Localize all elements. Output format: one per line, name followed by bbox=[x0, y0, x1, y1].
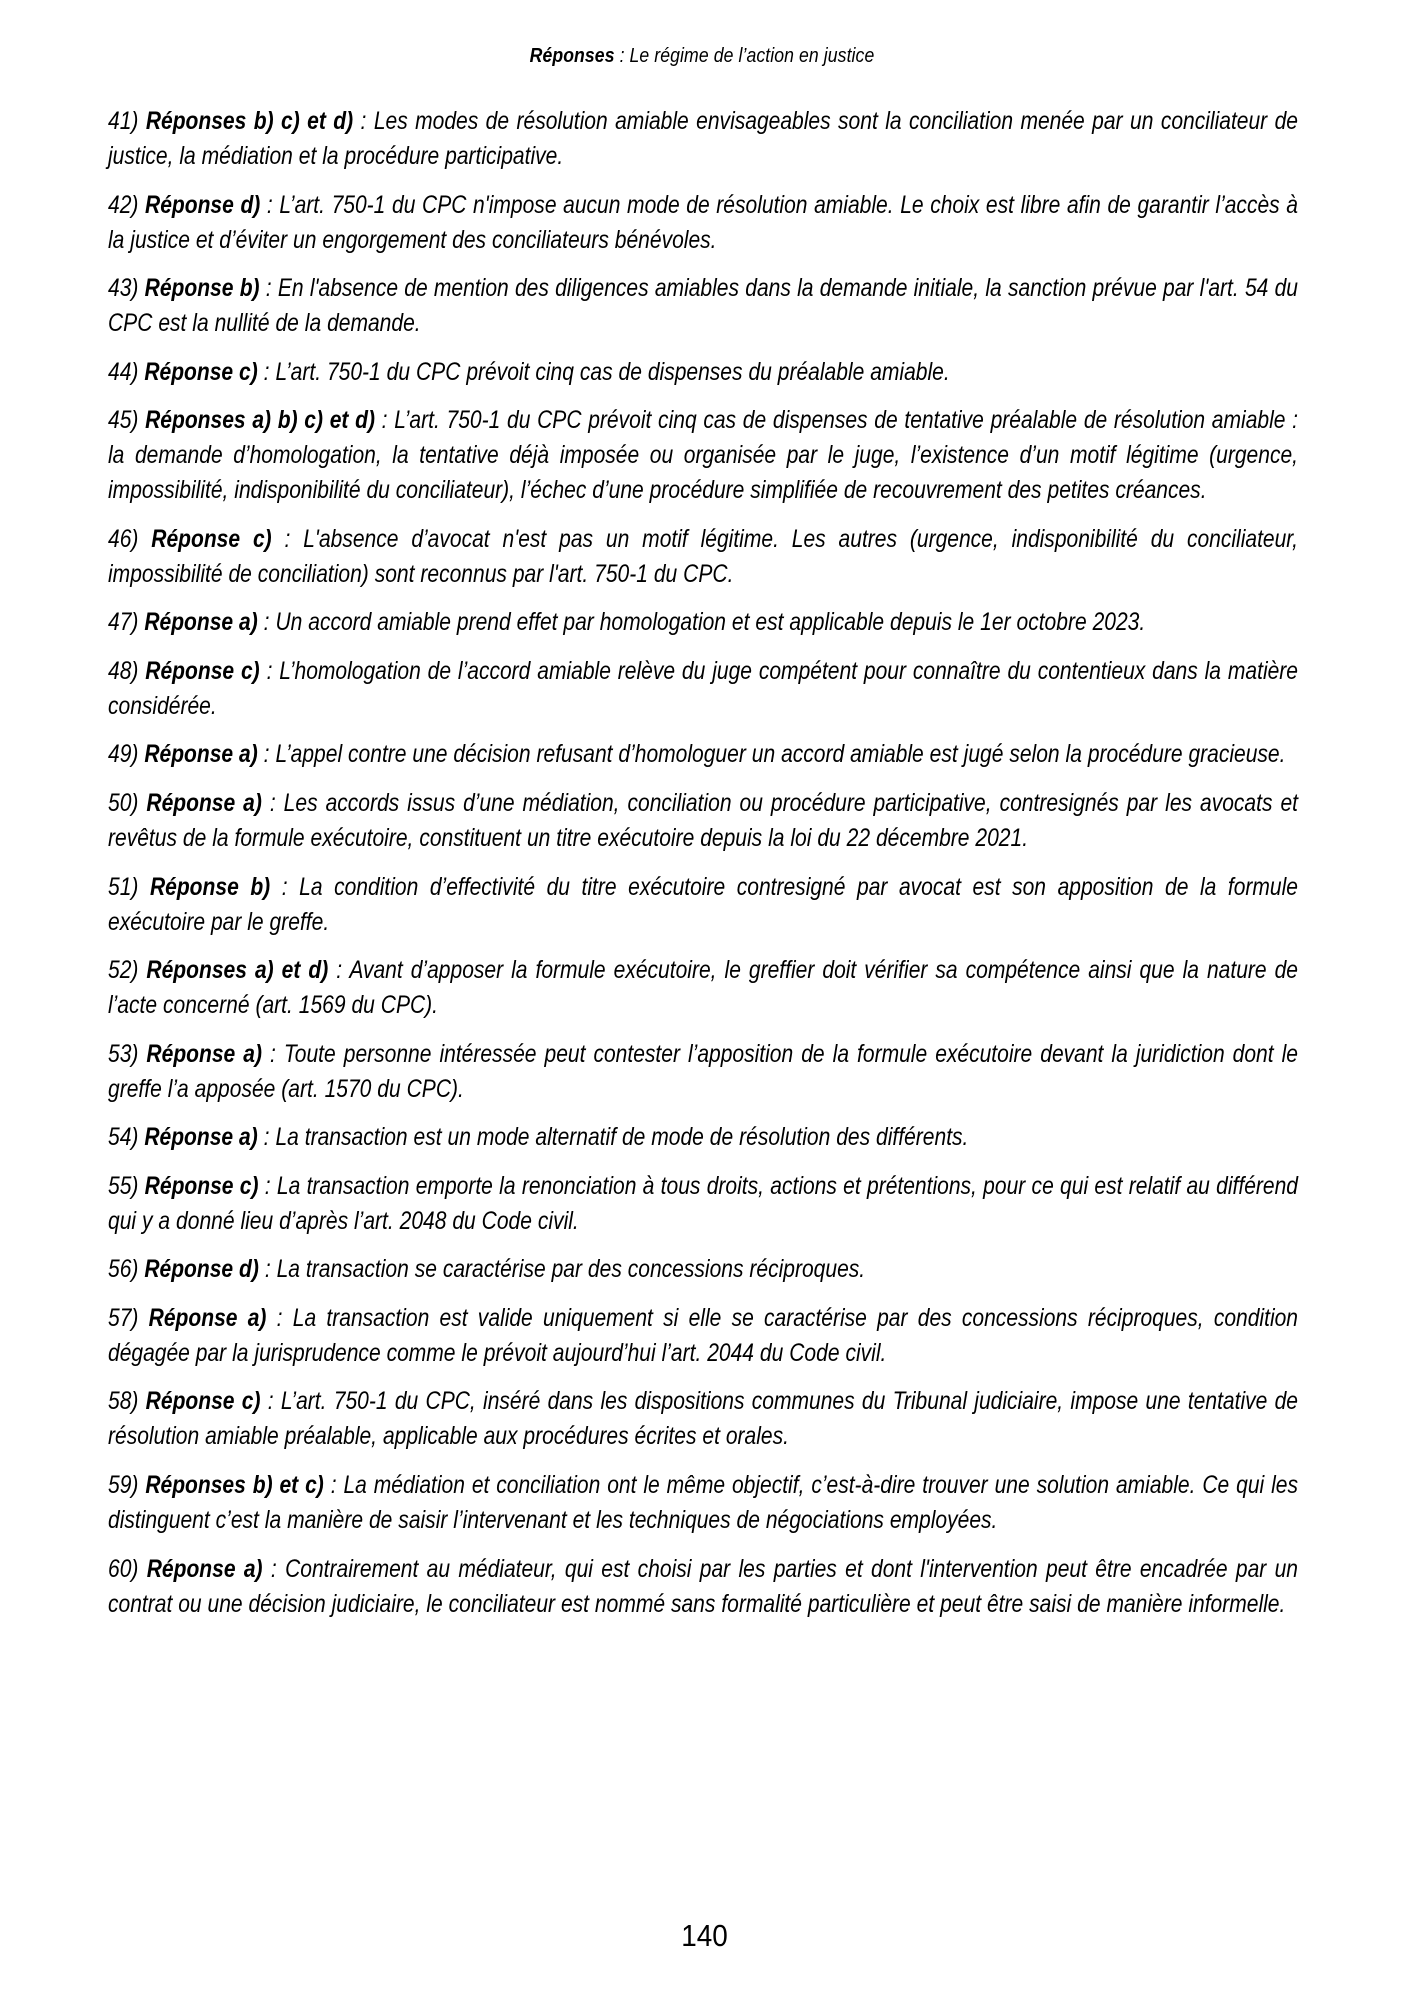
answer-number: 54) bbox=[108, 1124, 139, 1152]
answer-label: Réponse d) bbox=[145, 191, 261, 219]
answer-item bbox=[108, 271, 1298, 341]
answer-text: : La transaction se caractérise par des concessions réciproques. bbox=[258, 1256, 866, 1284]
running-head-title: Réponses bbox=[529, 44, 615, 67]
answer-label: Réponse c) bbox=[145, 657, 260, 685]
answer-label: Réponse a) bbox=[146, 1555, 263, 1583]
answer-label: Réponse a) bbox=[146, 1040, 262, 1068]
answer-label: Réponse a) bbox=[144, 1124, 258, 1152]
answer-label: Réponse c) bbox=[145, 1388, 261, 1416]
answer-text: : L’art. 750-1 du CPC prévoit cinq cas de dispenses de tentative préalable de résolution amiable : la demande d’homologation, la tentative déjà imposée ou organisée par le juge, l’existence d’un motif légitime (urgence, impossibilité, indisponibilité du conciliateur), l’échec d’une procédure simplifiée de recouvrement des petites créances. bbox=[108, 407, 1298, 505]
answer-text: : La condition d’effectivité du titre exécutoire contresigné par avocat est son apposition de la formule exécutoire par le greffe. bbox=[108, 873, 1298, 936]
answer-text: : L’homologation de l’accord amiable relève du juge compétent pour connaître du contentieux dans la matière considérée. bbox=[108, 657, 1299, 720]
answer-number: 51) bbox=[108, 873, 139, 901]
answer-number: 49) bbox=[108, 741, 139, 769]
answer-item bbox=[108, 654, 1298, 724]
answer-item bbox=[108, 1301, 1298, 1371]
answer-number: 47) bbox=[108, 609, 139, 637]
answer-number: 42) bbox=[108, 191, 139, 219]
answer-label: Réponse c) bbox=[144, 358, 258, 386]
answer-text: : En l'absence de mention des diligences amiables dans la demande initiale, la sanction prévue par l'art. 54 du CPC est la nullité de la demande. bbox=[108, 275, 1299, 338]
answer-number: 58) bbox=[108, 1388, 139, 1416]
answer-item bbox=[108, 188, 1298, 258]
answer-label: Réponse a) bbox=[148, 1304, 267, 1332]
answer-item bbox=[108, 355, 1298, 390]
page-number: 140 bbox=[681, 1918, 728, 1953]
running-head bbox=[191, 44, 1213, 69]
answer-text: : L’appel contre une décision refusant d’homologuer un accord amiable est jugé selon la procédure gracieuse. bbox=[257, 741, 1286, 769]
answer-text: : L’art. 750-1 du CPC n'impose aucun mode de résolution amiable. Le choix est libre afin de garantir l’accès à la justice et d’éviter un engorgement des conciliateurs bénévoles. bbox=[108, 191, 1298, 254]
answer-item bbox=[108, 403, 1298, 508]
answer-item bbox=[108, 1252, 1298, 1287]
answer-text: : L’art. 750-1 du CPC prévoit cinq cas de dispenses du préalable amiable. bbox=[257, 358, 950, 386]
answer-label: Réponse a) bbox=[146, 790, 262, 817]
answer-text: : Les modes de résolution amiable envisageables sont la conciliation menée par un conciliateur de justice, la médiation et la procédure participative. bbox=[108, 108, 1298, 171]
answer-number: 59) bbox=[108, 1472, 139, 1499]
answer-label: Réponses a) et d) bbox=[146, 957, 329, 985]
answer-number: 57) bbox=[108, 1304, 139, 1332]
answer-item bbox=[108, 1120, 1298, 1155]
answer-text: : Toute personne intéressée peut contester l’apposition de la formule exécutoire devant la juridiction dont le greffe l’a apposée (art. 1570 du CPC). bbox=[108, 1040, 1298, 1103]
answer-item bbox=[108, 104, 1298, 174]
answer-text: : L’art. 750-1 du CPC, inséré dans les dispositions communes du Tribunal judiciaire, impose une tentative de résolution amiable préalable, applicable aux procédures écrites et orales. bbox=[108, 1388, 1299, 1451]
answer-item bbox=[108, 737, 1298, 772]
answer-label: Réponses b) c) et d) bbox=[145, 108, 354, 135]
answer-label: Réponse c) bbox=[151, 525, 272, 553]
answer-text: : Avant d’apposer la formule exécutoire, le greffier doit vérifier sa compétence ainsi que la nature de l’acte concerné (art. 1569 du CPC). bbox=[108, 957, 1298, 1020]
answer-label: Réponse c) bbox=[144, 1172, 259, 1200]
answer-item bbox=[108, 605, 1298, 640]
answer-number: 45) bbox=[108, 407, 139, 435]
answer-number: 43) bbox=[108, 275, 139, 303]
answer-label: Réponse a) bbox=[144, 741, 258, 769]
answer-label: Réponse a) bbox=[144, 609, 258, 637]
answer-item bbox=[108, 870, 1298, 940]
answer-label: Réponse d) bbox=[144, 1256, 259, 1284]
answer-number: 50) bbox=[108, 790, 139, 817]
answers-list bbox=[108, 104, 1298, 1622]
answer-number: 44) bbox=[108, 358, 139, 386]
answer-number: 52) bbox=[108, 957, 139, 985]
answer-item bbox=[108, 1552, 1298, 1622]
answer-item bbox=[108, 522, 1298, 592]
answer-number: 56) bbox=[108, 1256, 139, 1284]
answer-text: : Un accord amiable prend effet par homologation et est applicable depuis le 1er octobre 2023. bbox=[257, 609, 1146, 637]
answer-number: 55) bbox=[108, 1172, 139, 1200]
answer-item bbox=[108, 1037, 1298, 1107]
answer-text: : Les accords issus d’une médiation, conciliation ou procédure participative, contresignés par les avocats et revêtus de la formule exécutoire, constituent un titre exécutoire depuis la loi du 22 décembre 2021. bbox=[108, 790, 1298, 853]
answer-text: : La transaction emporte la renonciation à tous droits, actions et prétentions, pour ce qui est relatif au différend qui y a donné lieu d’après l’art. 2048 du Code civil. bbox=[108, 1172, 1298, 1235]
answer-number: 46) bbox=[108, 525, 139, 553]
answer-text: : La transaction est un mode alternatif de mode de résolution des différents. bbox=[257, 1124, 969, 1152]
answer-number: 53) bbox=[108, 1040, 139, 1068]
answer-label: Réponses a) b) c) et d) bbox=[145, 407, 375, 435]
answer-text: : La médiation et conciliation ont le même objectif, c’est-à-dire trouver une solution amiable. Ce qui les distinguent c’est la manière de saisir l’intervenant et les techniques de négociations employées. bbox=[108, 1472, 1298, 1535]
answer-text: : L'absence d’avocat n'est pas un motif légitime. Les autres (urgence, indisponibilité du conciliateur, impossibilité de conciliation) sont reconnus par l'art. 750-1 du CPC. bbox=[108, 525, 1298, 588]
answer-number: 48) bbox=[108, 657, 139, 685]
answer-label: Réponse b) bbox=[144, 275, 260, 303]
answer-label: Réponses b) et c) bbox=[145, 1472, 324, 1499]
answer-item bbox=[108, 786, 1298, 856]
answer-number: 60) bbox=[108, 1555, 139, 1583]
running-head-subtitle: : Le régime de l’action en justice bbox=[614, 44, 875, 67]
answer-item bbox=[108, 953, 1298, 1023]
answer-item bbox=[108, 1468, 1298, 1538]
answer-text: : La transaction est valide uniquement si elle se caractérise par des concessions réciproques, condition dégagée par la jurisprudence comme le prévoit aujourd’hui l’art. 2044 du Code civil. bbox=[108, 1304, 1299, 1367]
answer-item bbox=[108, 1169, 1298, 1239]
answer-number: 41) bbox=[108, 108, 139, 135]
answer-item bbox=[108, 1384, 1298, 1454]
answer-text: : Contrairement au médiateur, qui est choisi par les parties et dont l'intervention peut être encadrée par un contrat ou une décision judiciaire, le conciliateur est nommé sans formalité particulière et peut être saisi de manière informelle. bbox=[108, 1555, 1298, 1618]
answer-label: Réponse b) bbox=[149, 873, 271, 901]
